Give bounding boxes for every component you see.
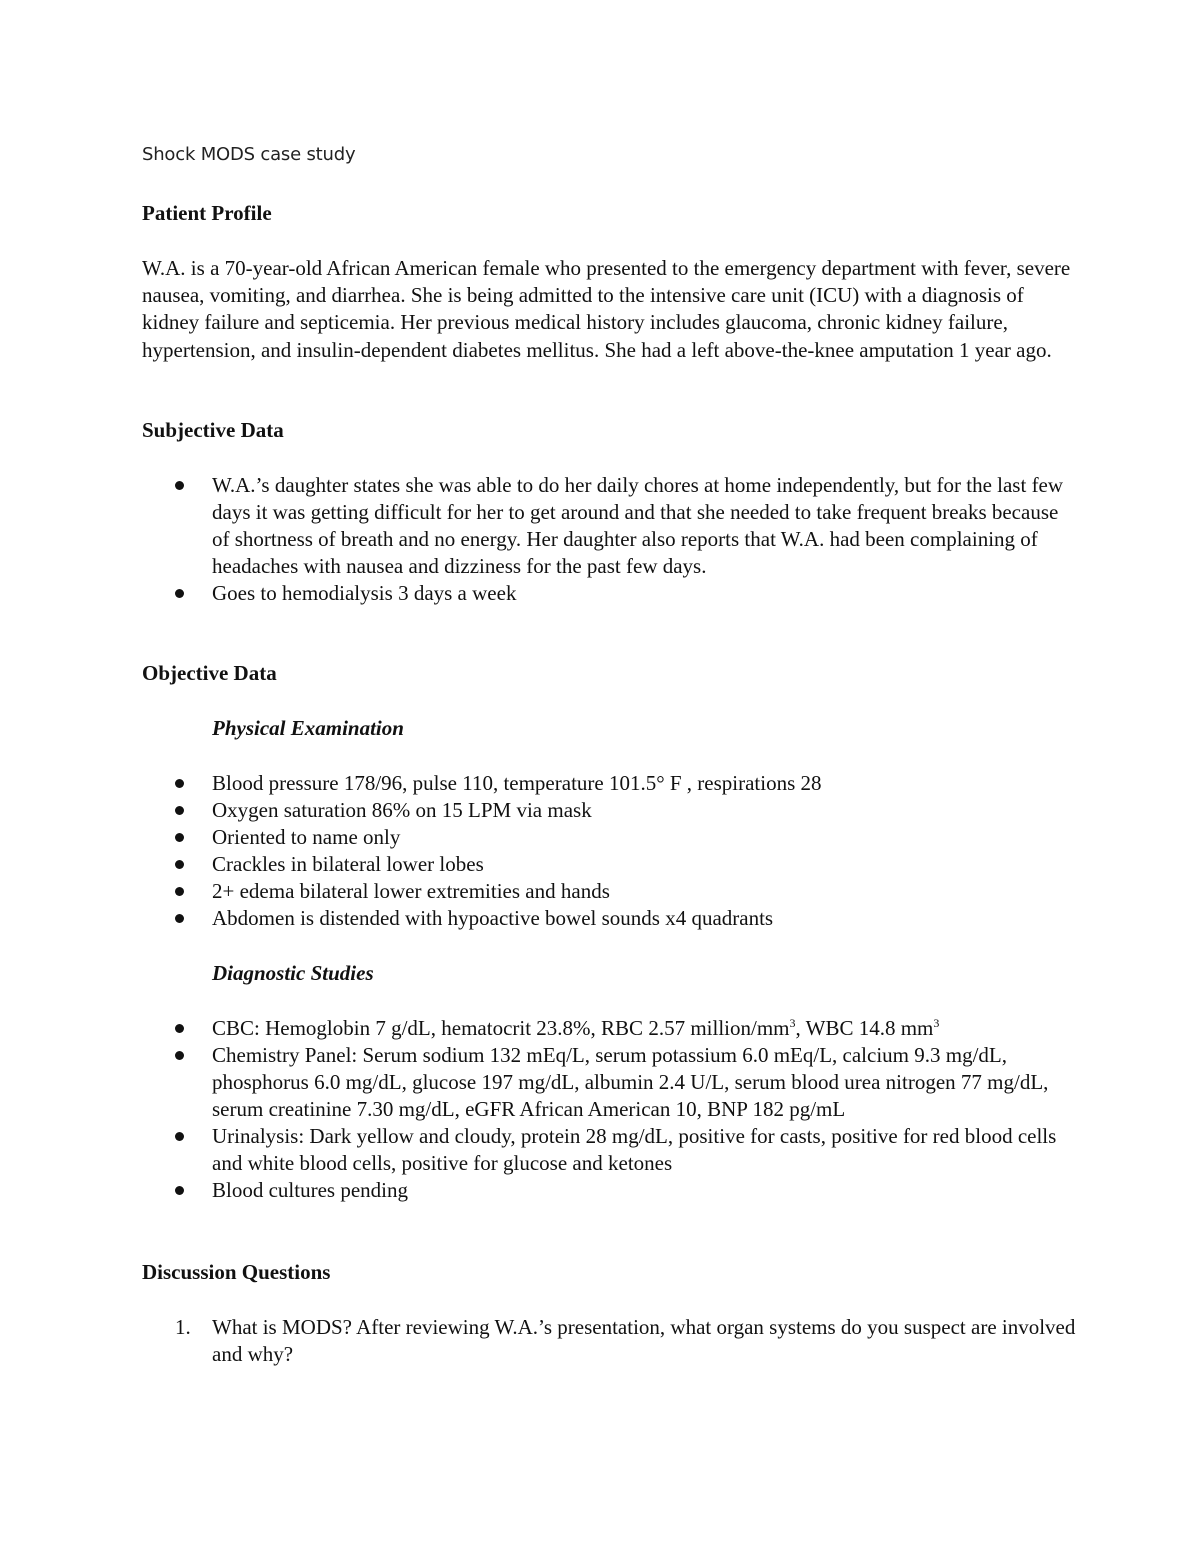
- physical-examination-list: [142, 770, 1077, 932]
- discussion-questions-list: [142, 1314, 1077, 1368]
- bullet-icon: [175, 860, 184, 869]
- list-item-text: 2+ edema bilateral lower extremities and hands: [212, 879, 610, 903]
- patient-profile-text: W.A. is a 70-year-old African American female who presented to the emergency department with fever, severe nausea, vomiting, and diarrhea. She is being admitted to the intensive care unit (ICU) with a diagnosis of kidney failure and septicemia. Her previous medical history includes glaucoma, chronic kidney failure, hypertension, and insulin-dependent diabetes mellitus. She had a left above-the-knee amputation 1 year ago.: [142, 256, 1071, 362]
- subjective-data-heading: Subjective Data: [142, 418, 284, 442]
- list-item: [142, 1177, 1077, 1204]
- subjective-data-list: [142, 472, 1077, 607]
- document-title: Shock MODS case study: [142, 144, 356, 165]
- bullet-icon: [175, 914, 184, 923]
- list-item-text: Chemistry Panel: Serum sodium 132 mEq/L, serum potassium 6.0 mEq/L, calcium 9.3 mg/dL, phosphorus 6.0 mg/dL, glucose 197 mg/dL, albumin 2.4 U/L, serum blood urea nitrogen 77 mg/dL, serum creatinine 7.30 mg/dL, eGFR African American 10, BNP 182 pg/mL: [212, 1043, 1049, 1121]
- bullet-icon: [175, 779, 184, 788]
- bullet-icon: [175, 589, 184, 598]
- bullet-icon: [175, 1051, 184, 1060]
- discussion-questions-heading: Discussion Questions: [142, 1260, 331, 1284]
- list-item-text: W.A.’s daughter states she was able to do her daily chores at home independently, but for the last few days it was getting difficult for her to get around and that she needed to take frequent breaks because of shortness of breath and no energy. Her daughter also reports that W.A. had been complaining of headaches with nausea and dizziness for the past few days.: [212, 473, 1064, 578]
- list-item: [142, 580, 1077, 607]
- list-item-text: Abdomen is distended with hypoactive bowel sounds x4 quadrants: [212, 906, 774, 930]
- diagnostic-studies-heading: Diagnostic Studies: [212, 961, 374, 985]
- cbc-text: CBC: Hemoglobin 7 g/dL, hematocrit 23.8%, RBC 2.57 million/mm: [212, 1016, 790, 1040]
- list-item-text: Crackles in bilateral lower lobes: [212, 852, 484, 876]
- list-item-text: Blood pressure 178/96, pulse 110, temperature 101.5° F , respirations 28: [212, 771, 822, 795]
- cbc-text: , WBC 14.8 mm: [795, 1016, 934, 1040]
- objective-data-heading: Objective Data: [142, 661, 277, 685]
- list-item: [142, 851, 1077, 878]
- bullet-icon: [175, 806, 184, 815]
- bullet-icon: [175, 481, 184, 490]
- superscript: 3: [933, 1016, 940, 1030]
- list-item: [142, 1042, 1077, 1123]
- physical-examination-heading: Physical Examination: [212, 716, 404, 740]
- list-item-text: Goes to hemodialysis 3 days a week: [212, 581, 517, 605]
- list-item: [142, 905, 1077, 932]
- list-item: [142, 770, 1077, 797]
- list-item: [142, 472, 1077, 580]
- list-item-text: Urinalysis: Dark yellow and cloudy, protein 28 mg/dL, positive for casts, positive for red blood cells and white blood cells, positive for glucose and ketones: [212, 1124, 1057, 1175]
- list-item-cbc: [142, 1015, 1077, 1042]
- bullet-icon: [175, 1024, 184, 1033]
- bullet-icon: [175, 1132, 184, 1141]
- list-item: [142, 824, 1077, 851]
- list-item-text: Blood cultures pending: [212, 1178, 408, 1202]
- question-item: [142, 1314, 1077, 1368]
- question-number: 1.: [175, 1315, 191, 1339]
- list-item-text: Oxygen saturation 86% on 15 LPM via mask: [212, 798, 592, 822]
- list-item: [142, 1123, 1077, 1177]
- list-item: [142, 797, 1077, 824]
- list-item-text: Oriented to name only: [212, 825, 401, 849]
- bullet-icon: [175, 887, 184, 896]
- patient-profile-heading: Patient Profile: [142, 201, 272, 225]
- bullet-icon: [175, 833, 184, 842]
- list-item: [142, 878, 1077, 905]
- bullet-icon: [175, 1186, 184, 1195]
- diagnostic-studies-list: [142, 1015, 1077, 1204]
- superscript: 3: [789, 1016, 796, 1030]
- question-text: What is MODS? After reviewing W.A.’s presentation, what organ systems do you suspect are involved and why?: [212, 1315, 1076, 1366]
